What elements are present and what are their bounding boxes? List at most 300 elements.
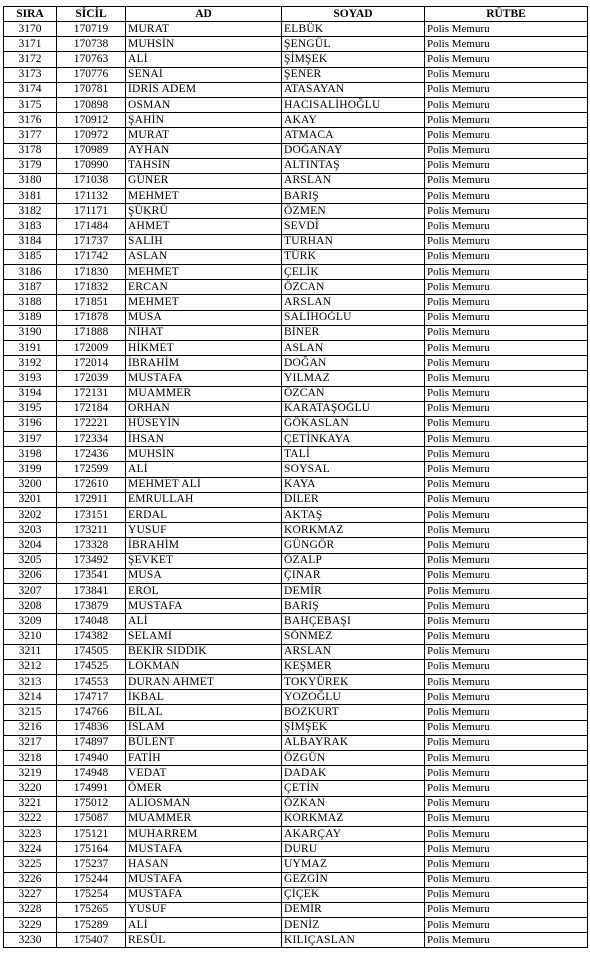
table-row [4,447,588,462]
cell-ad: TAHSİN [126,158,282,173]
cell-sira: 3213 [4,675,57,690]
cell-sicil: 175265 [57,902,126,917]
cell-sira: 3188 [4,295,57,310]
cell-sicil: 172039 [57,371,126,386]
cell-ad: NİHAT [126,325,282,340]
cell-sicil: 171737 [57,234,126,249]
cell-rutbe: Polis Memuru [425,842,588,857]
table-row [4,857,588,872]
cell-sira: 3224 [4,842,57,857]
cell-sira: 3180 [4,173,57,188]
cell-rutbe: Polis Memuru [425,67,588,82]
cell-sicil: 173211 [57,523,126,538]
table-row [4,340,588,355]
cell-sira: 3219 [4,766,57,781]
cell-ad: SELAMİ [126,629,282,644]
cell-soyad: HACISALİHOĞLU [282,97,425,112]
table-row [4,842,588,857]
cell-ad: HİKMET [126,340,282,355]
cell-sira: 3216 [4,720,57,735]
cell-rutbe: Polis Memuru [425,583,588,598]
cell-rutbe: Polis Memuru [425,644,588,659]
cell-soyad: GÖKASLAN [282,416,425,431]
cell-ad: RESÜL [126,933,282,948]
cell-ad: ASLAN [126,249,282,264]
cell-soyad: ÖZALP [282,553,425,568]
cell-sicil: 172131 [57,386,126,401]
cell-rutbe: Polis Memuru [425,219,588,234]
cell-sira: 3207 [4,583,57,598]
table-row [4,143,588,158]
cell-ad: AYHAN [126,143,282,158]
cell-sicil: 173328 [57,538,126,553]
cell-soyad: DİLER [282,492,425,507]
table-row [4,82,588,97]
cell-sicil: 171038 [57,173,126,188]
cell-sira: 3175 [4,97,57,112]
cell-sicil: 170738 [57,37,126,52]
cell-rutbe: Polis Memuru [425,401,588,416]
table-row [4,644,588,659]
cell-rutbe: Polis Memuru [425,477,588,492]
cell-sira: 3191 [4,340,57,355]
cell-rutbe: Polis Memuru [425,22,588,37]
table-row [4,173,588,188]
cell-rutbe: Polis Memuru [425,538,588,553]
cell-sira: 3176 [4,113,57,128]
cell-sira: 3189 [4,310,57,325]
cell-rutbe: Polis Memuru [425,173,588,188]
cell-soyad: TOKYÜREK [282,675,425,690]
cell-rutbe: Polis Memuru [425,659,588,674]
cell-soyad: KAYA [282,477,425,492]
cell-rutbe: Polis Memuru [425,553,588,568]
cell-sira: 3190 [4,325,57,340]
cell-soyad: BAHÇEBAŞI [282,614,425,629]
cell-sira: 3204 [4,538,57,553]
cell-rutbe: Polis Memuru [425,128,588,143]
cell-ad: ALİ [126,614,282,629]
table-row [4,675,588,690]
cell-rutbe: Polis Memuru [425,295,588,310]
cell-soyad: UYMAZ [282,857,425,872]
table-row [4,234,588,249]
cell-ad: MUSA [126,568,282,583]
cell-ad: MEHMET [126,189,282,204]
cell-sicil: 171484 [57,219,126,234]
cell-sira: 3181 [4,189,57,204]
cell-sicil: 174991 [57,781,126,796]
cell-ad: AHMET [126,219,282,234]
cell-soyad: ŞİMŞEK [282,52,425,67]
cell-soyad: ARSLAN [282,644,425,659]
cell-rutbe: Polis Memuru [425,826,588,841]
table-row [4,432,588,447]
table-row [4,796,588,811]
cell-sicil: 170719 [57,22,126,37]
cell-sira: 3186 [4,265,57,280]
cell-sira: 3177 [4,128,57,143]
cell-soyad: KILIÇASLAN [282,933,425,948]
cell-sira: 3211 [4,644,57,659]
cell-rutbe: Polis Memuru [425,720,588,735]
cell-sira: 3173 [4,67,57,82]
cell-ad: ERDAL [126,508,282,523]
cell-rutbe: Polis Memuru [425,371,588,386]
table-row [4,872,588,887]
table-row [4,416,588,431]
cell-sira: 3172 [4,52,57,67]
cell-rutbe: Polis Memuru [425,280,588,295]
table-row [4,37,588,52]
cell-sira: 3171 [4,37,57,52]
cell-rutbe: Polis Memuru [425,143,588,158]
table-row [4,629,588,644]
cell-ad: ALİ [126,52,282,67]
cell-rutbe: Polis Memuru [425,857,588,872]
table-row [4,523,588,538]
cell-rutbe: Polis Memuru [425,781,588,796]
cell-sicil: 170912 [57,113,126,128]
table-row [4,97,588,112]
cell-rutbe: Polis Memuru [425,918,588,933]
cell-ad: MUSTAFA [126,872,282,887]
cell-soyad: ŞENER [282,67,425,82]
cell-sicil: 172009 [57,340,126,355]
cell-sira: 3208 [4,599,57,614]
cell-soyad: ÇETİNKAYA [282,432,425,447]
cell-sicil: 175164 [57,842,126,857]
cell-ad: MURAT [126,128,282,143]
cell-sira: 3228 [4,902,57,917]
table-row [4,219,588,234]
cell-ad: MURAT [126,22,282,37]
cell-rutbe: Polis Memuru [425,462,588,477]
cell-sicil: 174897 [57,735,126,750]
cell-soyad: SALİHOĞLU [282,310,425,325]
cell-ad: MUAMMER [126,811,282,826]
cell-sicil: 175407 [57,933,126,948]
header-ad: AD [126,7,282,22]
cell-sira: 3222 [4,811,57,826]
cell-soyad: BARIŞ [282,189,425,204]
cell-ad: HÜSEYİN [126,416,282,431]
cell-rutbe: Polis Memuru [425,37,588,52]
table-row [4,204,588,219]
cell-sicil: 172610 [57,477,126,492]
table-row [4,659,588,674]
cell-ad: ALİOSMAN [126,796,282,811]
cell-soyad: DEMİR [282,902,425,917]
table-row [4,887,588,902]
cell-sicil: 175244 [57,872,126,887]
cell-rutbe: Polis Memuru [425,189,588,204]
cell-sicil: 174766 [57,705,126,720]
cell-ad: İKBAL [126,690,282,705]
header-row [4,7,588,22]
cell-soyad: ARSLAN [282,173,425,188]
cell-sira: 3193 [4,371,57,386]
cell-ad: MUSTAFA [126,842,282,857]
cell-soyad: ÖZGÜN [282,751,425,766]
cell-ad: İBRAHİM [126,356,282,371]
cell-soyad: ÇİÇEK [282,887,425,902]
cell-soyad: KEŞMER [282,659,425,674]
cell-ad: FATİH [126,751,282,766]
cell-sicil: 170972 [57,128,126,143]
cell-sira: 3210 [4,629,57,644]
cell-sira: 3215 [4,705,57,720]
cell-rutbe: Polis Memuru [425,614,588,629]
header-rutbe: RÜTBE [425,7,588,22]
cell-rutbe: Polis Memuru [425,751,588,766]
table-row [4,249,588,264]
table-row [4,325,588,340]
cell-ad: MUHARREM [126,826,282,841]
cell-sicil: 171878 [57,310,126,325]
cell-soyad: ÖZMEN [282,204,425,219]
cell-ad: İSLAM [126,720,282,735]
cell-sira: 3205 [4,553,57,568]
cell-soyad: DURU [282,842,425,857]
table-row [4,477,588,492]
cell-ad: MEHMET ALİ [126,477,282,492]
cell-ad: EMRULLAH [126,492,282,507]
cell-sicil: 174553 [57,675,126,690]
cell-soyad: AKAY [282,113,425,128]
cell-sira: 3217 [4,735,57,750]
cell-soyad: KORKMAZ [282,811,425,826]
cell-ad: SALİH [126,234,282,249]
cell-rutbe: Polis Memuru [425,97,588,112]
cell-sira: 3201 [4,492,57,507]
cell-soyad: ÇINAR [282,568,425,583]
table-row [4,568,588,583]
cell-sicil: 170989 [57,143,126,158]
cell-ad: MEHMET [126,265,282,280]
cell-sicil: 171851 [57,295,126,310]
cell-rutbe: Polis Memuru [425,872,588,887]
cell-ad: BİLAL [126,705,282,720]
cell-sicil: 172334 [57,432,126,447]
cell-soyad: ASLAN [282,340,425,355]
table-row [4,189,588,204]
cell-ad: BEKİR SIDDIK [126,644,282,659]
table-row [4,705,588,720]
table-row [4,918,588,933]
table-row [4,386,588,401]
table-row [4,158,588,173]
cell-sicil: 174836 [57,720,126,735]
cell-soyad: KORKMAZ [282,523,425,538]
cell-ad: ŞAHİN [126,113,282,128]
cell-rutbe: Polis Memuru [425,310,588,325]
cell-soyad: SÖNMEZ [282,629,425,644]
cell-rutbe: Polis Memuru [425,265,588,280]
cell-soyad: DOĞAN [282,356,425,371]
cell-sicil: 174948 [57,766,126,781]
cell-sira: 3214 [4,690,57,705]
cell-sira: 3184 [4,234,57,249]
cell-ad: MUHSİN [126,37,282,52]
cell-rutbe: Polis Memuru [425,508,588,523]
cell-soyad: DEMİR [282,583,425,598]
cell-rutbe: Polis Memuru [425,492,588,507]
table-row [4,52,588,67]
cell-sicil: 175012 [57,796,126,811]
cell-rutbe: Polis Memuru [425,356,588,371]
cell-sira: 3220 [4,781,57,796]
cell-sira: 3212 [4,659,57,674]
cell-soyad: BOZKURT [282,705,425,720]
cell-sicil: 171742 [57,249,126,264]
cell-soyad: KARATAŞOĞLU [282,401,425,416]
cell-soyad: ŞİMŞEK [282,720,425,735]
cell-sira: 3183 [4,219,57,234]
table-row [4,295,588,310]
cell-sira: 3203 [4,523,57,538]
cell-ad: MUHSİN [126,447,282,462]
cell-soyad: DOĞANAY [282,143,425,158]
cell-sira: 3170 [4,22,57,37]
cell-sicil: 175289 [57,918,126,933]
cell-sicil: 175254 [57,887,126,902]
cell-soyad: TURHAN [282,234,425,249]
cell-ad: YUSUF [126,902,282,917]
cell-sicil: 175087 [57,811,126,826]
table-row [4,826,588,841]
header-sira: SIRA [4,7,57,22]
cell-sira: 3185 [4,249,57,264]
cell-soyad: ALBAYRAK [282,735,425,750]
cell-sicil: 174525 [57,659,126,674]
cell-sicil: 170776 [57,67,126,82]
table-row [4,811,588,826]
cell-sicil: 174048 [57,614,126,629]
cell-sicil: 170763 [57,52,126,67]
cell-rutbe: Polis Memuru [425,325,588,340]
cell-sicil: 172599 [57,462,126,477]
cell-ad: ORHAN [126,401,282,416]
cell-rutbe: Polis Memuru [425,902,588,917]
table-row [4,933,588,948]
cell-sicil: 174940 [57,751,126,766]
cell-rutbe: Polis Memuru [425,887,588,902]
cell-rutbe: Polis Memuru [425,234,588,249]
table-row [4,735,588,750]
table-row [4,128,588,143]
cell-rutbe: Polis Memuru [425,447,588,462]
cell-rutbe: Polis Memuru [425,796,588,811]
cell-soyad: AKTAŞ [282,508,425,523]
cell-sicil: 172221 [57,416,126,431]
cell-rutbe: Polis Memuru [425,432,588,447]
cell-ad: SENAİ [126,67,282,82]
cell-ad: MUSTAFA [126,371,282,386]
cell-sira: 3199 [4,462,57,477]
cell-rutbe: Polis Memuru [425,523,588,538]
cell-soyad: ALTINTAŞ [282,158,425,173]
cell-soyad: SEVDİ [282,219,425,234]
table-row [4,113,588,128]
cell-ad: MUAMMER [126,386,282,401]
cell-ad: GÜNER [126,173,282,188]
cell-sira: 3194 [4,386,57,401]
cell-rutbe: Polis Memuru [425,735,588,750]
cell-sicil: 172184 [57,401,126,416]
cell-soyad: TALİ [282,447,425,462]
cell-rutbe: Polis Memuru [425,416,588,431]
table-row [4,902,588,917]
cell-sira: 3196 [4,416,57,431]
table-row [4,766,588,781]
cell-soyad: GÜNGÖR [282,538,425,553]
cell-ad: YUSUF [126,523,282,538]
cell-sicil: 173151 [57,508,126,523]
cell-ad: ÖMER [126,781,282,796]
cell-rutbe: Polis Memuru [425,52,588,67]
table-row [4,265,588,280]
cell-sira: 3226 [4,872,57,887]
cell-sira: 3195 [4,401,57,416]
cell-ad: İBRAHİM [126,538,282,553]
table-row [4,356,588,371]
cell-sira: 3227 [4,887,57,902]
cell-sicil: 171132 [57,189,126,204]
cell-rutbe: Polis Memuru [425,811,588,826]
cell-ad: MUSTAFA [126,887,282,902]
cell-rutbe: Polis Memuru [425,386,588,401]
cell-sicil: 174382 [57,629,126,644]
header-soyad: SOYAD [282,7,425,22]
cell-rutbe: Polis Memuru [425,766,588,781]
cell-soyad: ARSLAN [282,295,425,310]
table-row [4,371,588,386]
cell-ad: İDRİS ADEM [126,82,282,97]
cell-rutbe: Polis Memuru [425,340,588,355]
cell-sira: 3187 [4,280,57,295]
cell-soyad: BARIŞ [282,599,425,614]
cell-soyad: ŞENGÜL [282,37,425,52]
header-sicil: SİCİL [57,7,126,22]
cell-sira: 3200 [4,477,57,492]
cell-sira: 3198 [4,447,57,462]
cell-soyad: ATMACA [282,128,425,143]
cell-sira: 3221 [4,796,57,811]
cell-sira: 3174 [4,82,57,97]
table-row [4,401,588,416]
cell-sicil: 171171 [57,204,126,219]
table-row [4,720,588,735]
table-row [4,538,588,553]
cell-soyad: ATASAYAN [282,82,425,97]
table-row [4,310,588,325]
cell-sira: 3192 [4,356,57,371]
table-body [4,22,588,948]
table-row [4,22,588,37]
cell-sicil: 172014 [57,356,126,371]
table-row [4,599,588,614]
cell-ad: LOKMAN [126,659,282,674]
cell-soyad: SOYSAL [282,462,425,477]
cell-ad: ŞÜKRÜ [126,204,282,219]
cell-ad: MUSA [126,310,282,325]
cell-sicil: 170781 [57,82,126,97]
cell-ad: ŞEVKET [126,553,282,568]
personnel-table [3,6,588,948]
cell-ad: OSMAN [126,97,282,112]
cell-soyad: DADAK [282,766,425,781]
